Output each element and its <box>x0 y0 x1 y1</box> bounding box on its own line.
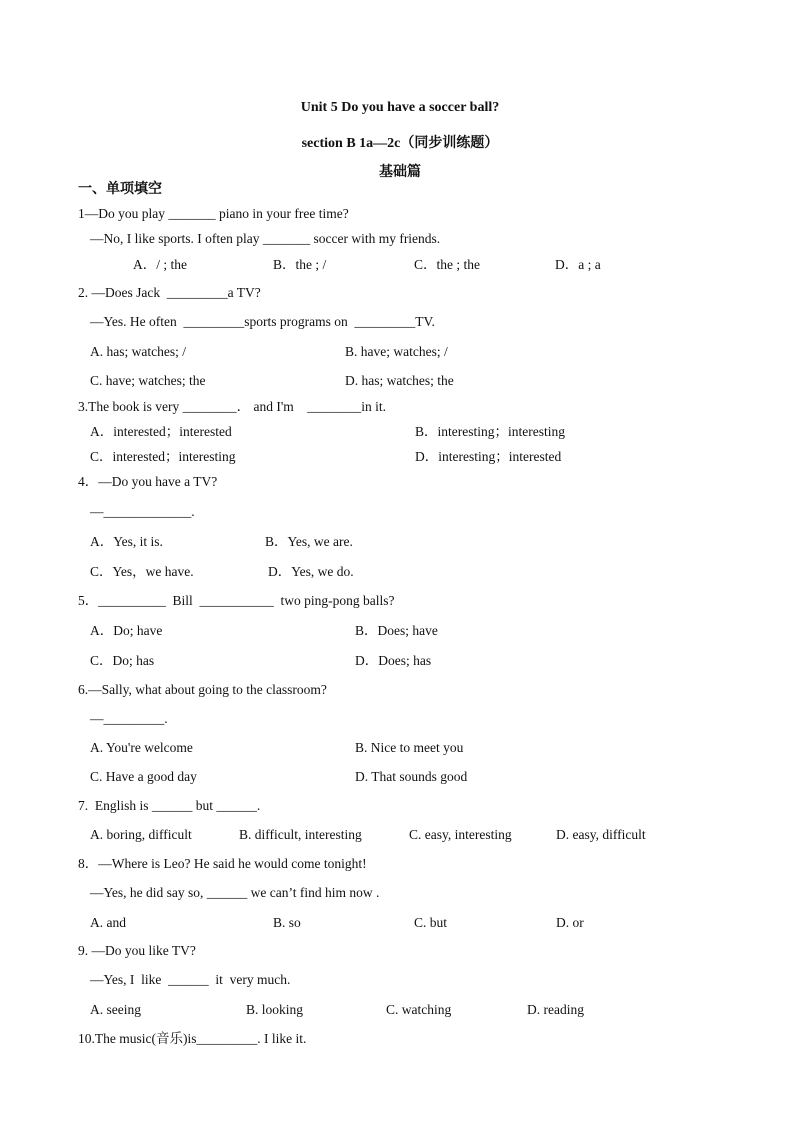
question-9-option-a: A. seeing <box>90 1002 141 1017</box>
worksheet-level: 基础篇 <box>379 165 421 180</box>
worksheet-title: Unit 5 Do you have a soccer ball? <box>300 100 500 115</box>
question-9-option-c: C. watching <box>386 1002 452 1017</box>
question-3-option-c: C．interested；interesting <box>90 449 236 464</box>
question-6-option-d: D. That sounds good <box>355 769 468 784</box>
question-2-option-d: D. has; watches; the <box>345 373 454 388</box>
question-1-option-b: B．the ; / <box>273 257 327 272</box>
question-1-response: —No, I like sports. I often play _______ soccer with my friends. <box>90 231 441 246</box>
question-9-option-d: D. reading <box>527 1002 584 1017</box>
question-7-option-d: D. easy, difficult <box>556 827 646 842</box>
question-4-option-c: C．Yes，we have. <box>90 564 194 579</box>
question-2-option-a: A. has; watches; / <box>90 344 186 359</box>
question-4-option-d: D．Yes, we do. <box>268 564 354 579</box>
question-10-stem: 10.The music(音乐)is_________. I like it. <box>78 1031 307 1046</box>
question-7-option-b: B. difficult, interesting <box>239 827 362 842</box>
question-6-response: —_________. <box>90 711 168 726</box>
question-9-stem: 9. —Do you like TV? <box>78 943 196 958</box>
question-6-option-a: A. You're welcome <box>90 740 193 755</box>
question-4-option-b: B．Yes, we are. <box>265 534 353 549</box>
question-3-option-d: D．interesting；interested <box>415 449 562 464</box>
question-4-response: —_____________. <box>90 504 195 519</box>
question-8-option-b: B. so <box>273 915 301 930</box>
question-5-option-c: C．Do; has <box>90 653 155 668</box>
question-8-stem: 8．—Where is Leo? He said he would come tonight! <box>78 856 367 871</box>
question-5-option-b: B．Does; have <box>355 623 438 638</box>
question-3-option-a: A．interested；interested <box>90 424 232 439</box>
question-6-option-c: C. Have a good day <box>90 769 197 784</box>
section-heading: 一、单项填空 <box>78 182 162 197</box>
question-8-option-d: D. or <box>556 915 584 930</box>
question-8-response: —Yes, he did say so, ______ we can’t find him now . <box>90 885 380 900</box>
question-5-stem: 5．__________ Bill ___________ two ping-pong balls? <box>78 593 395 608</box>
question-2-option-c: C. have; watches; the <box>90 373 206 388</box>
question-7-stem: 7. English is ______ but ______. <box>78 798 261 813</box>
question-5-option-d: D．Does; has <box>355 653 432 668</box>
question-2-option-b: B. have; watches; / <box>345 344 448 359</box>
question-1-option-c: C．the ; the <box>414 257 480 272</box>
question-2-stem: 2. —Does Jack _________a TV? <box>78 285 261 300</box>
question-1-stem: 1—Do you play _______ piano in your free time? <box>78 206 349 221</box>
question-3-option-b: B．interesting；interesting <box>415 424 565 439</box>
question-9-option-b: B. looking <box>246 1002 304 1017</box>
question-3-stem: 3.The book is very ________． and I'm ________in it. <box>78 399 387 414</box>
question-4-option-a: A．Yes, it is. <box>90 534 163 549</box>
question-9-response: —Yes, I like ______ it very much. <box>90 972 291 987</box>
question-6-option-b: B. Nice to meet you <box>355 740 464 755</box>
question-8-option-c: C. but <box>414 915 448 930</box>
question-8-option-a: A. and <box>90 915 126 930</box>
question-4-stem: 4．—Do you have a TV? <box>78 474 218 489</box>
worksheet-subtitle: section B 1a—2c（同步训练题） <box>301 136 499 151</box>
question-7-option-a: A. boring, difficult <box>90 827 192 842</box>
question-6-stem: 6.—Sally, what about going to the classroom? <box>78 682 327 697</box>
question-7-option-c: C. easy, interesting <box>409 827 512 842</box>
question-1-option-d: D．a ; a <box>555 257 601 272</box>
question-1-option-a: A．/ ; the <box>133 257 187 272</box>
question-5-option-a: A．Do; have <box>90 623 163 638</box>
question-2-response: —Yes. He often _________sports programs on _________TV. <box>90 314 435 329</box>
